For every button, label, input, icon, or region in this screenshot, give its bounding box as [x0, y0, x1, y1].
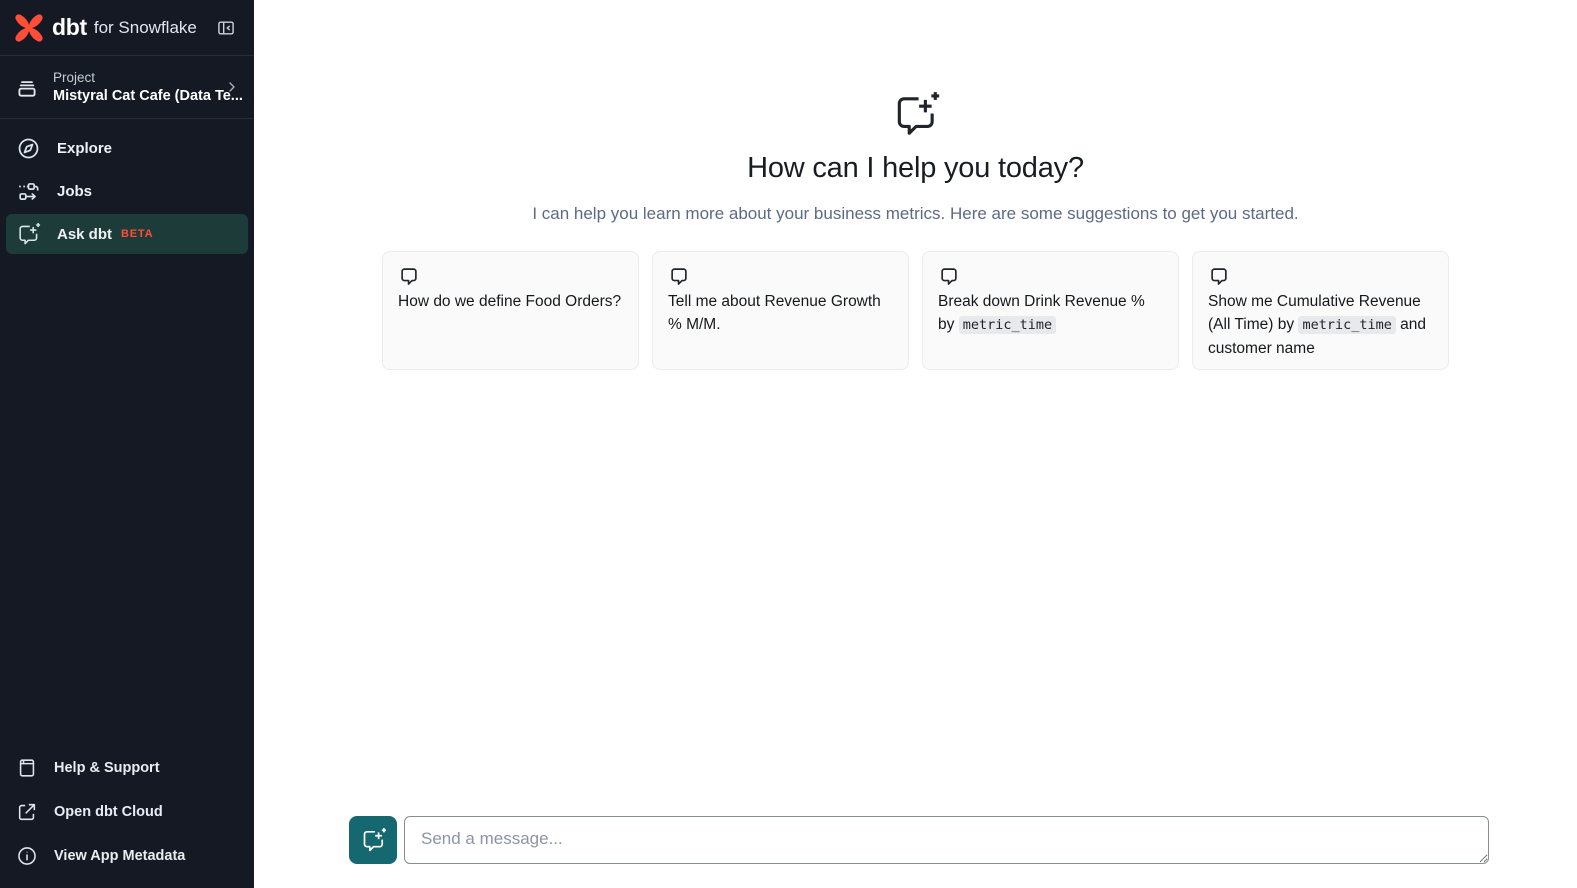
project-texts — [53, 70, 243, 104]
project-selector[interactable] — [0, 56, 254, 119]
sidebar-nav — [0, 119, 254, 257]
message-input[interactable] — [404, 816, 1489, 864]
sidebar-footer — [0, 746, 254, 888]
suggestion-cards — [382, 251, 1449, 370]
project-name: Mistyral Cat Cafe (Data Te... — [53, 88, 243, 104]
suggestion-card[interactable] — [382, 251, 639, 370]
hero — [254, 0, 1577, 370]
chevron-right-icon — [224, 79, 240, 95]
sidebar-item-jobs[interactable] — [6, 171, 248, 211]
new-chat-button[interactable] — [349, 816, 397, 864]
suggestion-text: How do we define Food Orders? — [398, 293, 622, 310]
beta-badge: BETA — [121, 228, 154, 240]
chat-bubble-icon — [938, 265, 960, 287]
sidebar-item-label: Help & Support — [54, 760, 160, 776]
collapse-sidebar-button[interactable] — [212, 14, 240, 42]
sidebar-item-view-app-metadata[interactable] — [0, 834, 254, 878]
panel-collapse-icon — [216, 18, 236, 38]
sidebar-item-ask-dbt[interactable] — [6, 214, 248, 254]
workflow-icon — [16, 179, 41, 204]
suggestion-card[interactable] — [922, 251, 1179, 370]
sidebar-item-help-support[interactable] — [0, 746, 254, 790]
sidebar-item-open-dbt-cloud[interactable] — [0, 790, 254, 834]
sidebar — [0, 0, 254, 888]
sidebar-header — [0, 0, 254, 56]
suggestion-text: Break down Drink Revenue % by metric_time — [938, 293, 1145, 334]
ask-dbt-icon — [16, 222, 41, 247]
sidebar-item-label: Ask dbt — [57, 225, 113, 243]
ask-dbt-sparkle-icon — [360, 827, 387, 854]
brand-name: dbt — [52, 14, 87, 40]
ask-dbt-sparkle-icon — [891, 90, 941, 140]
chat-bubble-icon — [668, 265, 690, 287]
external-link-icon — [16, 801, 38, 823]
brand-suffix: for Snowflake — [93, 17, 197, 37]
project-label: Project — [53, 70, 96, 85]
book-icon — [16, 757, 38, 779]
sidebar-item-label: View App Metadata — [54, 848, 186, 864]
message-composer — [349, 816, 1489, 864]
sidebar-item-label: Jobs — [57, 182, 93, 200]
dbt-logo-icon — [14, 13, 44, 43]
suggestion-text: Tell me about Revenue Growth % M/M. — [668, 293, 881, 334]
sidebar-item-label: Explore — [57, 139, 113, 157]
info-icon — [16, 845, 38, 867]
chat-bubble-icon — [1208, 265, 1230, 287]
compass-icon — [16, 136, 41, 161]
page-subtitle: I can help you learn more about your business metrics. Here are some suggestions to get you started. — [532, 204, 1299, 223]
sidebar-item-label: Open dbt Cloud — [54, 804, 163, 820]
page-title: How can I help you today? — [747, 152, 1084, 184]
suggestion-card[interactable] — [652, 251, 909, 370]
sidebar-item-explore[interactable] — [6, 128, 248, 168]
suggestion-card[interactable] — [1192, 251, 1449, 370]
chat-bubble-icon — [398, 265, 420, 287]
suggestion-text: Show me Cumulative Revenue (All Time) by metric_time and customer name — [1208, 293, 1427, 357]
main-content — [254, 0, 1577, 888]
project-stack-icon — [14, 74, 40, 100]
